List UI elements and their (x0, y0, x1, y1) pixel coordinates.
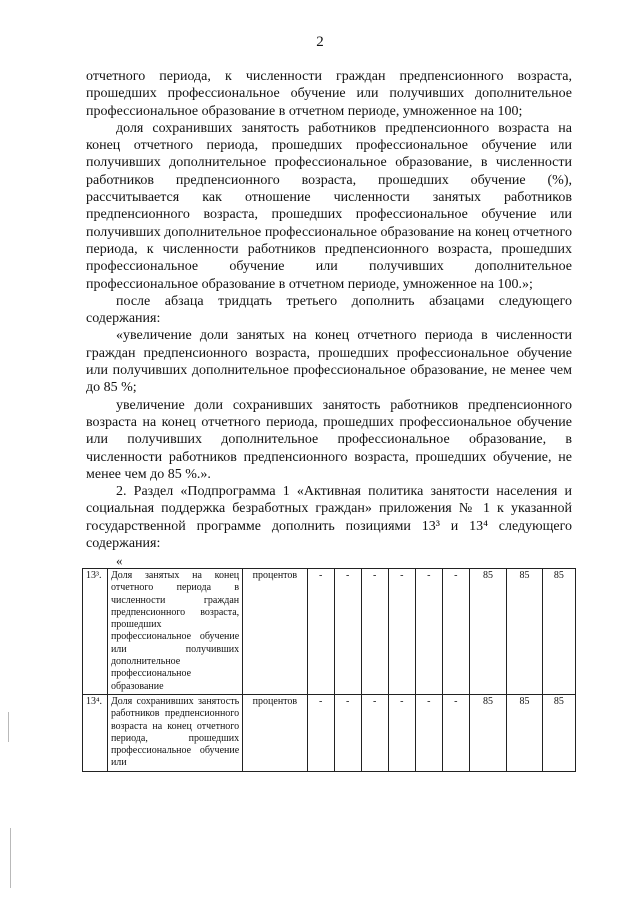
scan-edge-mark (10, 828, 11, 888)
paragraph: доля сохранивших занятость работников предпенсионного возраста на конец отчетного периода, прошедших профессиональное обучение или получивших дополнительное профессиональное образование, в численности работников предпенсионного возраста, прошедших обучение (%), рассчитывается как отношение численности занятых работников предпенсионного возраста, прошедших профессиональное обучение или получивших дополнительное профессиональное образование на конец отчетного периода, к численности работников предпенсионного возраста, прошедших профессиональное обучение или получивших дополнительное профессиональное образование в отчетном периоде, умноженное на 100.»; (86, 120, 572, 292)
table-row (83, 694, 576, 771)
scan-edge-mark (8, 712, 9, 742)
paragraph: после абзаца тридцать третьего дополнить абзацами следующего содержания: (86, 293, 572, 327)
paragraph: увеличение доли сохранивших занятость работников предпенсионного возраста на конец отчетного периода, прошедших профессиональное обучение или получивших дополнительное профессиональное образование, в численности работников предпенсионного возраста, прошедших обучение, не менее чем до 85 %.». (86, 397, 572, 482)
table-row (83, 569, 576, 695)
value-cell: - (415, 569, 442, 695)
unit-cell: процентов (243, 569, 307, 695)
value-cell: 85 (469, 569, 506, 695)
value-cell: - (307, 569, 334, 695)
value-cell: 85 (469, 694, 506, 771)
paragraph: отчетного периода, к численности граждан предпенсионного возраста, прошедших профессиональное обучение или получивших дополнительное профессиональное образование в отчетном периоде, умноженное на 100; (86, 69, 572, 119)
document-body (86, 68, 572, 552)
value-cell: - (442, 569, 469, 695)
indicator-name: Доля сохранивших занятость работников предпенсионного возраста на конец отчетного периода, прошедших профессиональное обучение или (107, 694, 242, 771)
paragraph: «увеличение доли занятых на конец отчетного периода в численности граждан предпенсионного возраста, прошедших профессиональное обучение или получивших дополнительное профессиональное образование, не менее чем до 85 %; (86, 328, 572, 396)
value-cell: - (388, 569, 415, 695)
value-cell: 85 (507, 569, 542, 695)
position-number: 13⁴. (83, 694, 108, 771)
value-cell: - (388, 694, 415, 771)
value-cell: - (361, 569, 388, 695)
value-cell: - (334, 694, 361, 771)
value-cell: - (307, 694, 334, 771)
value-cell: 85 (542, 694, 575, 771)
page-number: 2 (316, 34, 324, 50)
paragraph: 2. Раздел «Подпрограмма 1 «Активная политика занятости населения и социальная поддержка безработных граждан» приложения № 1 к указанной государственной программе дополнить позициями 13³ и 13⁴ следующего содержания: (86, 484, 572, 552)
position-number: 13³. (83, 569, 108, 695)
program-positions-table (82, 568, 576, 772)
value-cell: - (361, 694, 388, 771)
value-cell: 85 (507, 694, 542, 771)
opening-quote-mark: « (116, 553, 123, 568)
unit-cell: процентов (243, 694, 307, 771)
value-cell: - (415, 694, 442, 771)
value-cell: 85 (542, 569, 575, 695)
value-cell: - (334, 569, 361, 695)
indicator-name: Доля занятых на конец отчетного периода в численности граждан предпенсионного возраста, прошедших профессиональное обучение или получивших дополнительное профессиональное образование (107, 569, 242, 695)
value-cell: - (442, 694, 469, 771)
